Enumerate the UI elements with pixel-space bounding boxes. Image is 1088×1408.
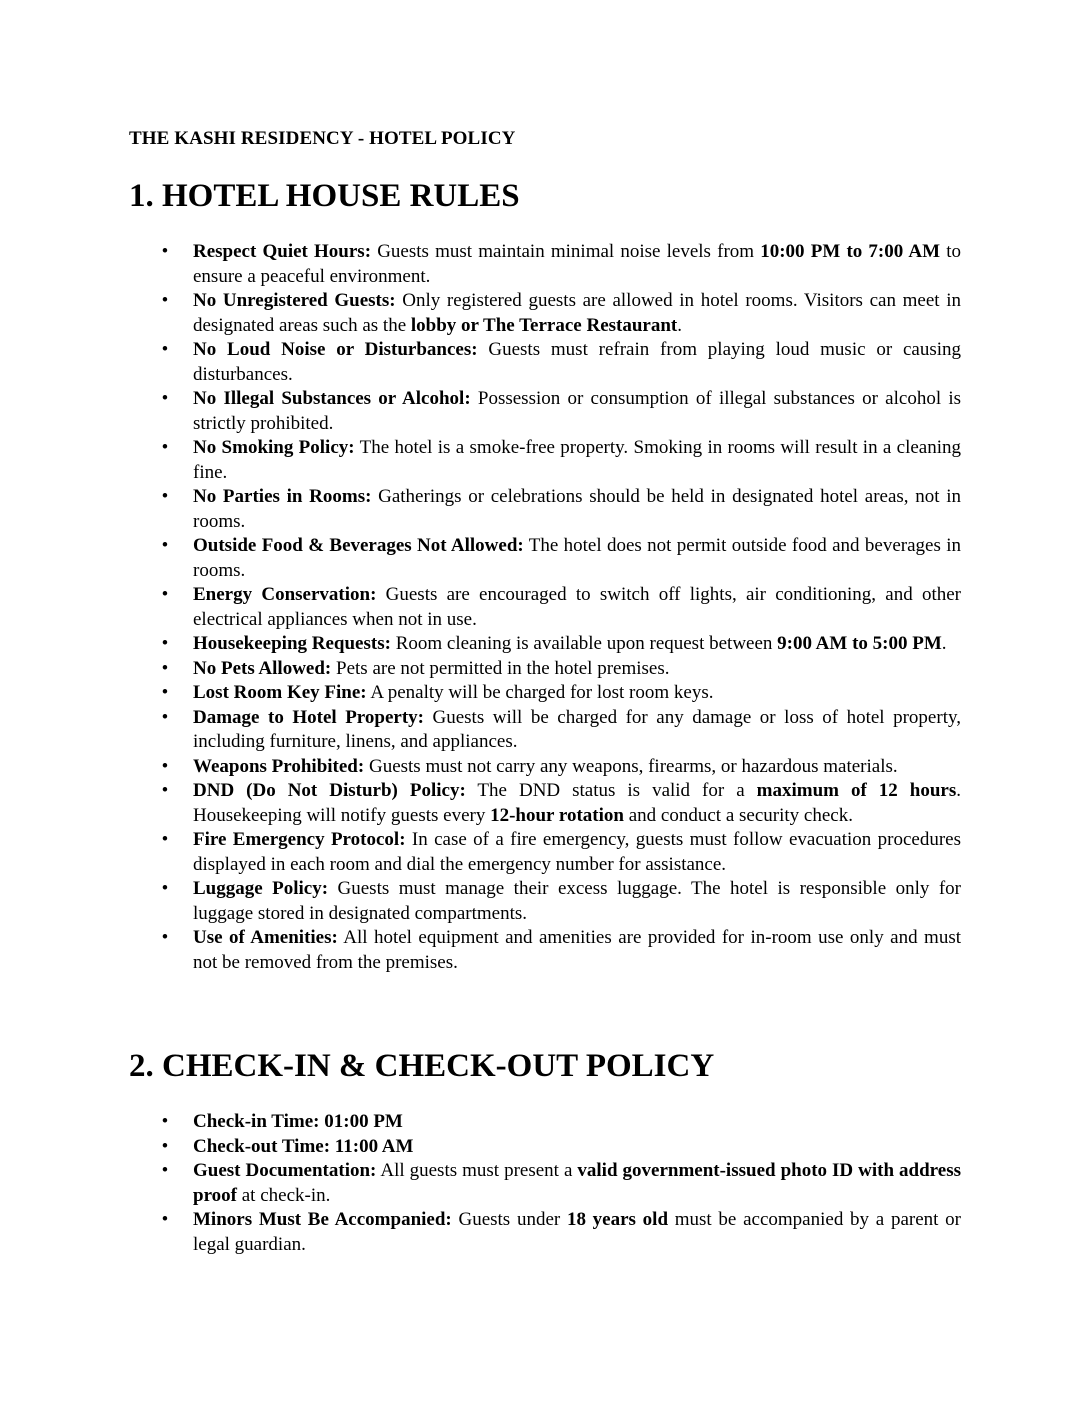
bold-text: Respect Quiet Hours: [193, 241, 372, 262]
bold-text: No Smoking Policy: [193, 437, 355, 458]
list-item [129, 657, 961, 682]
bullet-icon: • [161, 633, 169, 654]
body-text: Gatherings or celebrations should be held in designated hotel areas, not in rooms. [193, 486, 961, 532]
body-text: Guests will be charged for any damage or loss of hotel property, including furniture, linens, and appliances. [193, 706, 961, 752]
bold-text: DND (Do Not Disturb) Policy: [193, 780, 466, 801]
bold-text: 10:00 PM to 7:00 AM [760, 241, 941, 262]
bullet-icon: • [161, 1111, 169, 1132]
list-item [129, 1135, 961, 1160]
body-text: must be accompanied by a parent or legal guardian. [193, 1209, 961, 1255]
bold-text: Outside Food & Beverages Not Allowed: [193, 535, 524, 556]
body-text: Guests must manage their excess luggage. The hotel is responsible only for luggage stored in designated compartments. [193, 878, 961, 924]
list-item [129, 289, 961, 338]
bold-text: No Parties in Rooms: [193, 486, 372, 507]
list-item [129, 1159, 961, 1208]
body-text: Only registered guests are allowed in hotel rooms. Visitors can meet in designated areas such as the [193, 290, 961, 336]
list-item [129, 436, 961, 485]
list-item [129, 534, 961, 583]
body-text: In case of a fire emergency, guests must follow evacuation procedures displayed in each room and dial the emergency number for assistance. [193, 829, 961, 875]
body-text: Guests are encouraged to switch off lights, air conditioning, and other electrical appliances when not in use. [193, 584, 962, 630]
bold-text: Housekeeping Requests: [193, 633, 391, 654]
body-text: at check-in. [236, 1184, 331, 1206]
bullet-icon: • [161, 535, 169, 556]
bullet-icon: • [161, 706, 169, 728]
bold-text: Use of Amenities: [193, 927, 338, 948]
bullet-icon: • [161, 290, 169, 311]
body-text: The hotel is a smoke-free property. Smoking in rooms will result in a cleaning fine. [193, 437, 962, 483]
list-item [129, 828, 961, 877]
body-text: Pets are not permitted in the hotel premises. [331, 657, 670, 679]
bold-text: No Loud Noise or Disturbances: [193, 339, 478, 360]
bold-text: lobby or The Terrace Restaurant [410, 314, 678, 336]
list-item [129, 485, 961, 534]
bold-text: Check-in Time: 01:00 PM [193, 1111, 403, 1132]
list-item [129, 706, 961, 755]
bold-text: Guest Documentation: [193, 1160, 377, 1181]
bold-text: 9:00 AM to 5:00 PM [777, 633, 942, 654]
bold-text: Minors Must Be Accompanied: [193, 1209, 452, 1230]
document-title: THE KASHI RESIDENCY - HOTEL POLICY [129, 128, 516, 149]
bold-text: No Illegal Substances or Alcohol: [193, 388, 471, 409]
body-text: Guests must maintain minimal noise levels from [371, 241, 761, 262]
list-item [129, 755, 961, 780]
bold-text: maximum of 12 hours [756, 780, 957, 801]
body-text: All hotel equipment and amenities are provided for in-room use only and must not be removed from the premises. [193, 927, 961, 973]
body-text: Guests must refrain from playing loud music or causing disturbances. [193, 339, 961, 385]
bullet-icon: • [161, 437, 169, 458]
list-item [129, 1208, 961, 1257]
bullet-icon: • [161, 657, 169, 679]
body-text: The DND status is valid for a [465, 780, 757, 801]
bold-text: Damage to Hotel Property: [193, 706, 424, 728]
bold-text: Lost Room Key Fine: [193, 682, 367, 703]
section-heading-check-in-out: 2. CHECK-IN & CHECK-OUT POLICY [129, 1048, 715, 1084]
bullet-icon: • [161, 829, 169, 850]
body-text: Guests must not carry any weapons, firearms, or hazardous materials. [364, 755, 898, 777]
bullet-icon: • [161, 780, 169, 801]
house-rules-list [129, 240, 961, 975]
list-item [129, 926, 961, 975]
bold-text: Energy Conservation: [193, 584, 377, 605]
bold-text: Fire Emergency Protocol: [193, 829, 406, 850]
bullet-icon: • [161, 878, 169, 899]
bold-text: 18 years old [566, 1209, 669, 1230]
bullet-icon: • [161, 682, 169, 703]
body-text: Guests under [451, 1209, 567, 1230]
check-in-out-list [129, 1110, 961, 1257]
body-text: to ensure a peaceful environment. [193, 241, 961, 287]
bold-text: Weapons Prohibited: [193, 755, 365, 777]
body-text: All guests must present a [376, 1160, 578, 1181]
bullet-icon: • [161, 584, 169, 605]
body-text: . [677, 314, 682, 336]
bold-text: No Pets Allowed: [193, 657, 332, 679]
body-text: and conduct a security check. [623, 804, 853, 826]
section-heading-house-rules: 1. HOTEL HOUSE RULES [129, 178, 520, 214]
list-item [129, 583, 961, 632]
body-text: The hotel does not permit outside food and beverages in rooms. [193, 535, 961, 581]
bullet-icon: • [161, 755, 169, 777]
list-item [129, 338, 961, 387]
bullet-icon: • [161, 339, 169, 360]
bold-text: Check-out Time: 11:00 AM [193, 1135, 414, 1157]
list-item [129, 1110, 961, 1135]
list-item [129, 779, 961, 828]
bold-text: 12-hour rotation [490, 804, 624, 826]
list-item [129, 387, 961, 436]
bold-text: No Unregistered Guests: [193, 290, 396, 311]
bullet-icon: • [161, 1209, 169, 1230]
bullet-icon: • [161, 1135, 169, 1157]
bullet-icon: • [161, 927, 169, 948]
body-text: A penalty will be charged for lost room keys. [366, 682, 714, 703]
list-item [129, 632, 961, 657]
bold-text: valid government-issued photo ID with address proof [193, 1160, 961, 1206]
list-item [129, 240, 961, 289]
bullet-icon: • [161, 241, 169, 262]
bullet-icon: • [161, 388, 169, 409]
bold-text: Luggage Policy: [193, 878, 329, 899]
list-item [129, 681, 961, 706]
list-item [129, 877, 961, 926]
body-text: Possession or consumption of illegal substances or alcohol is strictly prohibited. [193, 388, 962, 434]
bullet-icon: • [161, 1160, 169, 1181]
body-text: . Housekeeping will notify guests every [193, 780, 961, 826]
body-text: . [941, 633, 947, 654]
body-text: Room cleaning is available upon request between [390, 633, 778, 654]
bullet-icon: • [161, 486, 169, 507]
